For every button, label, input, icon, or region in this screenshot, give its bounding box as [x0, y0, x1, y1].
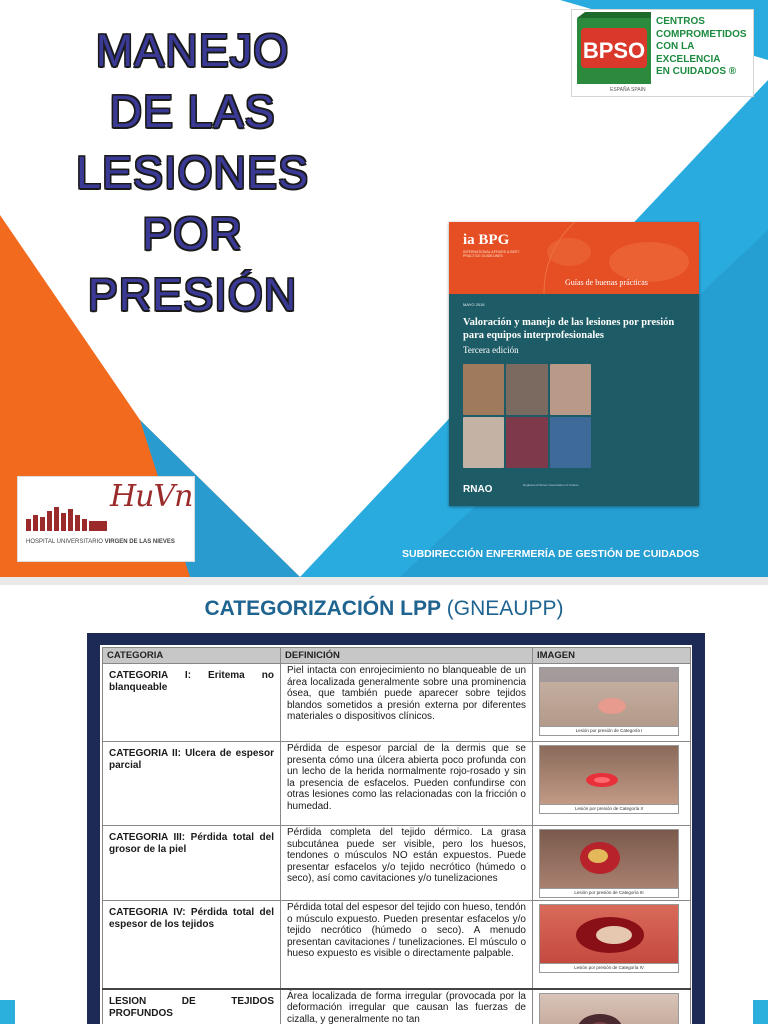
guide-book-cover — [449, 222, 699, 506]
photo — [550, 364, 591, 415]
category-cell: CATEGORIA I: Eritema no blanqueable — [103, 664, 281, 742]
table-row — [103, 826, 691, 901]
category-cell: LESION DE TEJIDOS PROFUNDOS — [103, 989, 281, 1024]
definition-cell: Pérdida total del espesor del tejido con hueso, tendón o músculo expuesto. Pueden presentar esfacelos y/o tejido necrótico (húmedo o seco). A menudo presentan cavitaciones / tunelizaciones. El músculo o hueso expuesto es visible o directamente palpable. — [281, 901, 533, 989]
bpso-line: EN CUIDADOS ® — [656, 66, 737, 77]
department-footer: SUBDIRECCIÓN ENFERMERÍA DE GESTIÓN DE CUIDADOS — [402, 548, 700, 560]
table-row — [103, 989, 691, 1024]
image-cell — [533, 826, 691, 901]
book-photo-collage — [463, 364, 591, 468]
wound-photo — [539, 667, 679, 727]
category-cell: CATEGORIA III: Pérdida total del grosor de la piel — [103, 826, 281, 901]
wound-photo — [539, 993, 679, 1024]
category-cell: CATEGORIA II: Ulcera de espesor parcial — [103, 742, 281, 826]
column-header: CATEGORIA — [103, 648, 281, 664]
definition-cell: Piel intacta con enrojecimiento no blanqueable de un área localizada generalmente sobre una prominencia ósea, que también puede aparecer sobre tejidos blandos sometidos a presión externa por diferentes materiales o dispositivos clínicos. — [281, 664, 533, 742]
table-container — [100, 645, 692, 1024]
wound-photo — [539, 904, 679, 964]
wound-caption: Lesión por presión de Categoría I — [539, 727, 679, 736]
book-publisher-subtitle: Registered Nurses' Association of Ontario — [523, 483, 579, 487]
slide-title: CATEGORIZACIÓN LPP (GNEAUPP) — [204, 597, 564, 620]
bpso-badge: BPSO — [582, 38, 646, 63]
photo — [550, 417, 591, 468]
wound-photo — [539, 745, 679, 805]
book-logo: ia BPG — [463, 232, 510, 248]
book-guide-label: Guías de buenas prácticas — [565, 278, 648, 287]
image-cell — [533, 664, 691, 742]
hospital-logo — [17, 476, 195, 562]
definition-cell: Pérdida completa del tejido dérmico. La grasa subcutánea puede ser visible, pero los huesos, tendones o músculos NO están expuestos. Puede presentar esfacelos y/o tejido necrótico (húmedo o seco), así como cavitaciones y/o tunelizaciones — [281, 826, 533, 901]
table-row — [103, 742, 691, 826]
table-header-row — [103, 648, 691, 664]
title-line-3: LESIONES — [75, 147, 310, 198]
table-row — [103, 901, 691, 989]
title-line-2: DE LAS — [109, 86, 276, 137]
wound-caption: Lesión por presión de Categoría II — [539, 805, 679, 814]
book-title: Valoración y manejo de las lesiones por presión para equipos interprofesionales — [463, 317, 675, 341]
bpso-line: CENTROS — [656, 16, 705, 27]
slide-title — [70, 20, 315, 325]
definition-cell: Pérdida de espesor parcial de la dermis que se presenta cómo una úlcera abierta poco profunda con un lecho de la herida normalmente rojo-rosado y sin la presencia de esfacelos. Pueden confundirse con otras lesiones como las relacionadas con la fricción o humedad. — [281, 742, 533, 826]
image-cell — [533, 742, 691, 826]
bpso-book-icon — [575, 12, 653, 92]
accent-bar-left — [0, 1000, 15, 1024]
title-line-4: POR — [142, 208, 243, 259]
title-line-5: PRESIÓN — [87, 269, 298, 320]
wound-caption: Lesión por presión de Categoría III — [539, 889, 679, 898]
hospital-script-logo: HuVn — [110, 479, 193, 514]
wound-caption: Lesión por presión de Categoría IV — [539, 964, 679, 973]
hospital-bars-icon — [26, 505, 110, 531]
title-line-1: MANEJO — [95, 25, 290, 76]
categorization-slide — [0, 585, 768, 1024]
bpso-line: COMPROMETIDOS — [656, 28, 747, 40]
book-publisher: RNAO — [463, 484, 493, 495]
book-date: MAYO 2016 — [463, 302, 485, 307]
table-frame — [87, 633, 705, 1024]
categorization-table — [102, 647, 691, 1024]
column-header: DEFINICIÓN — [281, 648, 533, 664]
image-cell — [533, 901, 691, 989]
bpso-line: EXCELENCIA — [656, 53, 721, 65]
book-edition: Tercera edición — [463, 345, 519, 355]
wound-photo — [539, 829, 679, 889]
bpso-logo — [571, 9, 754, 97]
image-cell — [533, 989, 691, 1024]
hospital-caption: HOSPITAL UNIVERSITARIO VIRGEN DE LAS NIEVES — [26, 539, 175, 545]
photo — [506, 417, 547, 468]
bpso-text — [656, 16, 747, 79]
table-row — [103, 664, 691, 742]
photo — [463, 417, 504, 468]
book-logo-subtitle: INTERNATIONAL AFFAIRS & BEST PRACTICE GUIDELINES — [463, 250, 520, 258]
accent-bar-right — [753, 1000, 768, 1024]
photo — [506, 364, 547, 415]
bpso-country: ESPAÑA SPAIN — [610, 87, 646, 93]
category-cell: CATEGORIA IV: Pérdida total del espesor de los tejidos — [103, 901, 281, 989]
column-header: IMAGEN — [533, 648, 691, 664]
photo — [463, 364, 504, 415]
definition-cell: Área localizada de forma irregular (provocada por la deformación irregular que causan las fuerzas de cizalla, y generalmente no tan — [281, 989, 533, 1024]
bpso-line: CON LA — [656, 41, 695, 52]
